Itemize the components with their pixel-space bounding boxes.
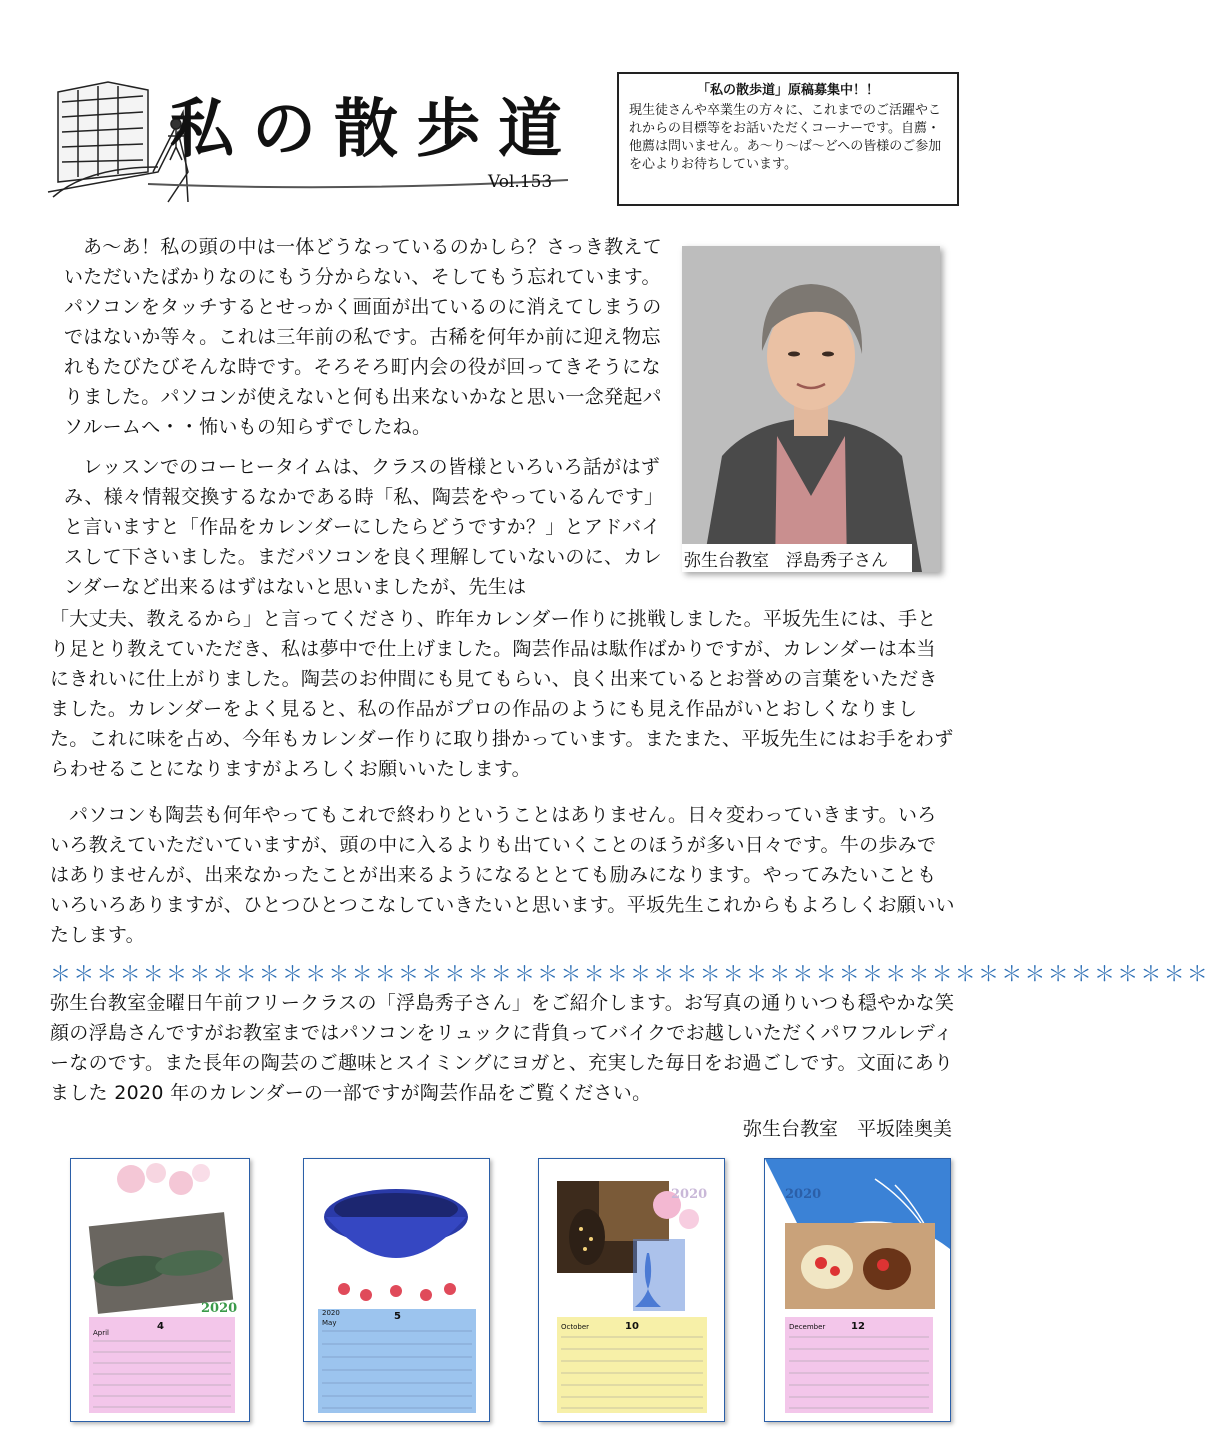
calendar-may-month-name: May	[322, 1319, 337, 1327]
submission-notice-box	[617, 72, 959, 206]
calendar-may-month: 5	[394, 1311, 401, 1322]
calendar-october-year-art: 2020	[671, 1187, 708, 1202]
calendar-december-month-name: December	[789, 1323, 826, 1331]
calendar-april-grid	[93, 1341, 231, 1409]
calendar-october-month: 10	[625, 1321, 639, 1332]
article-paragraph-1: あ～あ！私の頭の中は一体どうなっているのかしら？さっき教えていただいたばかりなのにもう分からない、そしてもう忘れています。パソコンをタッチするとせっかく画面が出ているのに消えてしまうのではないか等々。これは三年前の私です。古稀を何年か前に迎え物忘れもたびたびそんな時です。そろそろ町内会の役が回ってきそうになりました。パソコンが使えないと何も出来ないかなと思い一念発起パソルームへ・・怖いもの知らずでしたね。	[64, 236, 663, 438]
calendar-april-year: 2020	[201, 1301, 238, 1316]
article-paragraph-2: レッスンでのコーヒータイムは、クラスの皆様といろいろ話がはずみ、様々情報交換するなかである時「私、陶芸をやっているんです」と言いますと「作品をカレンダーにしたらどうですか？」とアドバイスして下さいました。まだパソコンを良く理解していないのに、カレンダーなど出来るはずはないと思いましたが、先生は	[64, 456, 664, 598]
masthead-title: 私の散歩道	[170, 92, 580, 167]
portrait-photo	[682, 246, 940, 572]
article-paragraph-3: 「大丈夫、教えるから」と言ってくださり、昨年カレンダー作りに挑戦しました。平坂先生には、手とり足とり教えていただき、私は夢中で仕上げました。陶芸作品は駄作ばかりですが、カレンダーは本当にきれいに仕上がりました。陶芸のお仲間にも見てもらい、良く出来ているとお誉めの言葉をいただきました。カレンダーをよく見ると、私の作品がプロの作品のようにも見え作品がいとおしくなりました。これに味を占め、今年もカレンダー作りに取り掛かっています。またまた、平坂先生にはお手をわずらわせることになりますがよろしくお願いいたします。	[50, 608, 954, 780]
photo-caption: 弥生台教室 浮島秀子さん	[684, 551, 888, 571]
calendar-december	[764, 1158, 951, 1422]
calendar-april	[70, 1158, 250, 1422]
calendar-may	[303, 1158, 490, 1422]
calendar-december-grid	[789, 1337, 929, 1409]
calendar-december-month: 12	[851, 1321, 865, 1332]
calendar-december-year-art: 2020	[785, 1187, 822, 1202]
star-separator: ＊＊＊＊＊＊＊＊＊＊＊＊＊＊＊＊＊＊＊＊＊＊＊＊＊＊＊＊＊＊＊＊＊＊＊＊＊＊＊＊＊＊＊＊＊＊＊＊＊＊	[50, 962, 1210, 986]
article-paragraph-4: パソコンも陶芸も何年やってもこれで終わりということはありません。日々変わっていきます。いろいろ教えていただいていますが、頭の中に入るよりも出ていくことのほうが多い日々です。牛の歩みではありませんが、出来なかったことが出来るようになるととても励みになります。やってみたいこともいろいろありますが、ひとつひとつこなしていきたいと思います。平坂先生これからもよろしくお願いいたします。	[50, 804, 955, 946]
notice-body: 現生徒さんや卒業生の方々に、これまでのご活躍やこれからの目標等をお話いただくコーナーです。自薦・他薦は問いません。あ～り～ば～どへの皆様のご参加を心よりお待ちしています。	[629, 103, 942, 172]
volume-number: Vol.153	[488, 172, 553, 192]
calendar-may-grid	[322, 1331, 472, 1409]
calendar-october	[538, 1158, 725, 1422]
calendar-april-month: 4	[157, 1321, 164, 1332]
introduction-paragraph: 弥生台教室金曜日午前フリークラスの「浮島秀子さん」をご紹介します。お写真の通りいつも穏やかな笑顔の浮島さんですがお教室まではパソコンをリュックに背負ってバイクでお越しいただくパワフルレディーなのです。また長年の陶芸のご趣味とスイミングにヨガと、充実した毎日をお過ごしです。文面にありました 2020 年のカレンダーの一部ですが陶芸作品をご覧ください。	[50, 992, 955, 1104]
calendar-april-month-name: April	[93, 1329, 109, 1337]
notice-title: 「私の散歩道」原稿募集中！！	[696, 83, 879, 98]
calendar-october-month-name: October	[561, 1323, 590, 1331]
calendar-may-year: 2020	[322, 1309, 340, 1317]
author-signature: 弥生台教室 平坂陸奥美	[742, 1118, 952, 1140]
calendar-october-grid	[561, 1337, 703, 1409]
